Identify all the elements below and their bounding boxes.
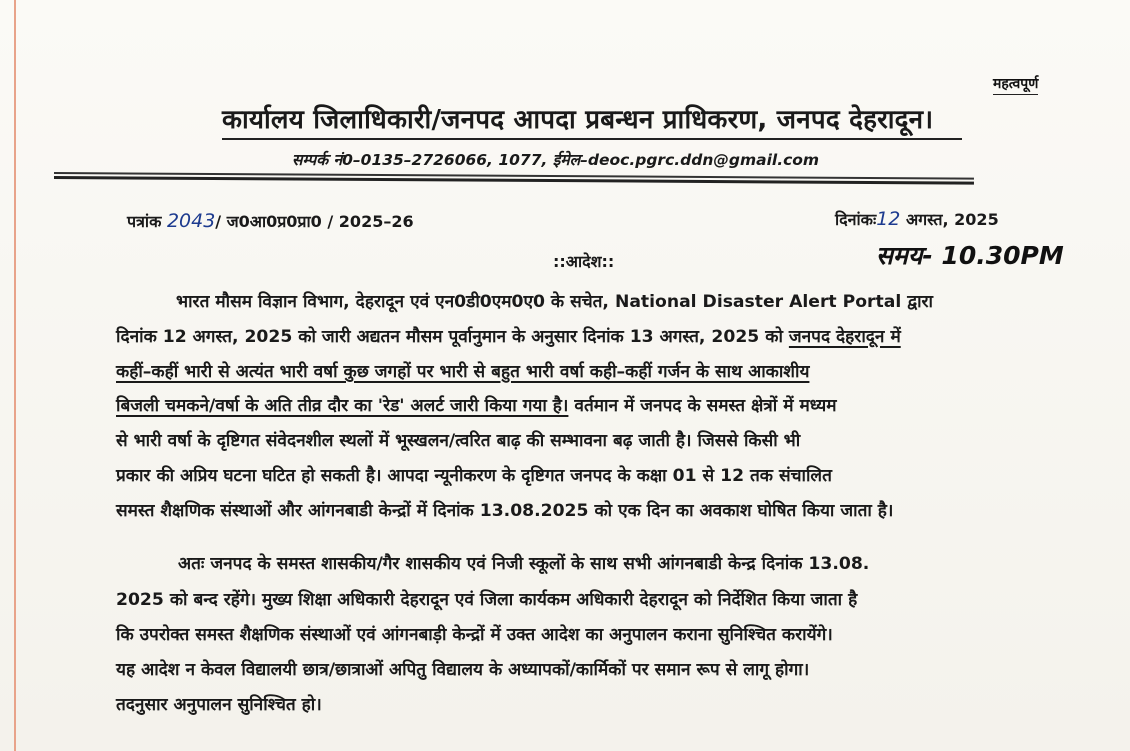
- reference-handwritten-number: 2043: [166, 210, 216, 232]
- office-title: कार्यालय जिलाधिकारी/जनपद आपदा प्रबन्धन प्राधिकरण, जनपद देहरादून।: [222, 105, 934, 135]
- para1-line6: प्रकार की अप्रिय घटना घटित हो सकती है। आपदा न्यूनीकरण के दृष्टिगत जनपद के कक्षा 01 से 12 तक संचालित: [116, 466, 832, 486]
- reference-number: [127, 210, 414, 232]
- order-date: [835, 208, 999, 230]
- para2-line2: 2025 को बन्द रहेंगे। मुख्य शिक्षा अधिकारी देहरादून एवं जिला कार्यकम अधिकारी देहरादून को निर्देशित किया जाता है: [116, 590, 858, 610]
- reference-label: पत्रांक: [127, 212, 162, 231]
- para1-line2-underlined: जनपद देहरादून में: [788, 327, 901, 347]
- para1-line4-plain: वर्तमान में जनपद के समस्त क्षेत्रों में मध्यम: [568, 396, 837, 416]
- para1-line4-underlined: बिजली चमकने/वर्षा के अति तीव्र दौर का 'रेड' अलर्ट जारी किया गया है।: [116, 396, 569, 416]
- office-title-underline: [222, 138, 962, 140]
- order-heading: ::आदेश::: [553, 252, 615, 271]
- para1-line7: समस्त शैक्षणिक संस्थाओं और आंगनबाडी केन्द्रों में दिनांक 13.08.2025 को एक दिन का अवकाश घोषित किया जाता है।: [116, 501, 894, 521]
- importance-note: महत्वपूर्ण: [993, 74, 1038, 95]
- handwritten-time: समय- 10.30PM: [876, 241, 1064, 270]
- contact-line: सम्पर्क नं0–0135–2726066, 1077, ईमेल–deoc.pgrc.ddn@gmail.com: [292, 151, 820, 169]
- para1-line4: [116, 394, 836, 417]
- para1-line2: [116, 325, 901, 348]
- date-label: दिनांकः: [835, 210, 877, 229]
- para1-line5: से भारी वर्षा के दृष्टिगत संवेदनशील स्थलों में भूस्खलन/त्वरित बाढ़ की सम्भावना बढ़ जाती है। जिससे किसी भी: [116, 431, 801, 451]
- para2-line3: कि उपरोक्त समस्त शैक्षणिक संस्थाओं एवं आंगनबाड़ी केन्द्रों में उक्त आदेश का अनुपालन कराना सुनिश्चित करायेंगे।: [116, 625, 833, 645]
- reference-suffix: / ज0आ0प्र0प्रा0 / 2025–26: [215, 212, 414, 231]
- para2-line1: अतः जनपद के समस्त शासकीय/गैर शासकीय एवं निजी स्कूलों के साथ सभी आंगनबाडी केन्द्र दिनांक 13.08.: [178, 554, 870, 574]
- para1-line1: भारत मौसम विज्ञान विभाग, देहरादून एवं एन0डी0एम0ए0 के सचेत, National Disaster Alert Portal द्वारा: [176, 292, 934, 312]
- page-margin-line: [14, 0, 16, 751]
- para1-line3: कहीं–कहीं भारी से अत्यंत भारी वर्षा कुछ जगहों पर भारी से बहुत भारी वर्षा कही–कहीं गर्जन के साथ आकाशीय: [116, 362, 810, 382]
- para1-line2-plain: दिनांक 12 अगस्त, 2025 को जारी अद्यतन मौसम पूर्वानुमान के अनुसार दिनांक 13 अगस्त, 2025 को: [116, 327, 789, 347]
- date-rest: अगस्त, 2025: [900, 210, 999, 229]
- para2-line4: यह आदेश न केवल विद्यालयी छात्र/छात्राओं अपितु विद्यालय के अध्यापकों/कार्मिकों पर समान रूप से लागू होगा।: [116, 660, 810, 680]
- para2-line5: तदनुसार अनुपालन सुनिश्चित हो।: [116, 695, 322, 715]
- date-handwritten-day: 12: [876, 208, 901, 230]
